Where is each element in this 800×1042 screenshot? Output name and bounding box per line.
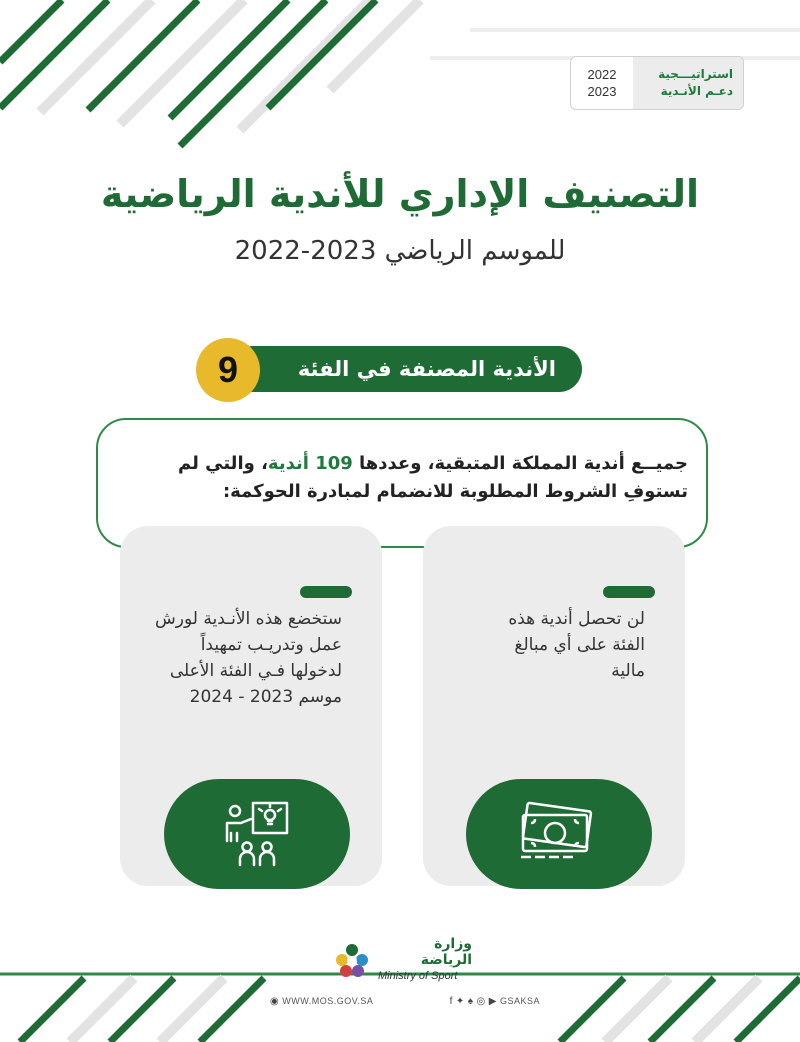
globe-icon: ◉ <box>270 995 280 1007</box>
description-highlight: 109 أندية <box>267 453 353 474</box>
card-accent-bar <box>603 586 655 598</box>
training-icon <box>215 799 299 869</box>
card-accent-bar <box>300 586 352 598</box>
ministry-logo <box>332 938 472 982</box>
logo-arabic: وزارة الرياضة <box>420 936 472 968</box>
badge-subtitle: دعـم الأنـدية <box>660 84 733 98</box>
badge-label <box>633 57 743 109</box>
description-part2: ، والتي لم تستوفِ الشروط المطلوبة للانضمام لمبادرة الحوكمة: <box>177 453 688 502</box>
money-icon <box>517 801 601 867</box>
strategy-badge <box>570 56 744 110</box>
description-text <box>118 450 688 506</box>
money-icon-badge <box>466 779 652 889</box>
website-text: WWW.MOS.GOV.SA <box>282 996 374 1006</box>
badge-year-end: 2023 <box>587 84 617 99</box>
category-label: الأندية المصنفة في الفئة <box>297 357 556 381</box>
page-subtitle: للموسم الرياضي 2023-2022 <box>234 236 566 266</box>
instagram-icon: ◎ <box>476 995 486 1007</box>
card-text: ستخضع هذه الأنـدية لورش عمل وتدريـب تمهيداً لدخولها فـي الفئة الأعلى موسم 2023 - 2024 <box>155 609 342 707</box>
social-handle: GSAKSA <box>499 996 540 1006</box>
ministry-emblem-icon <box>332 940 372 980</box>
footer-website[interactable] <box>270 996 373 1007</box>
twitter-icon: ✦ <box>455 995 465 1007</box>
badge-years <box>571 57 633 109</box>
badge-year-start: 2022 <box>587 67 617 82</box>
footer-social[interactable] <box>450 996 540 1007</box>
page-title: التصنيف الإداري للأندية الرياضية <box>100 172 700 216</box>
card-text: لن تحصل أندية هذه الفئة على أي مبالغ مالية <box>508 609 645 681</box>
footer <box>270 994 540 1008</box>
description-part1: جميــع أندية المملكة المتبقية، وعددها <box>352 453 688 474</box>
training-icon-badge <box>164 779 350 889</box>
category-pill <box>230 346 582 392</box>
facebook-icon: f <box>449 995 453 1007</box>
youtube-icon: ▶ <box>488 995 497 1007</box>
badge-title: استراتيـــجية <box>658 67 733 81</box>
logo-english: Ministry of Sport <box>377 970 458 982</box>
snapchat-icon: ♠ <box>467 995 474 1007</box>
category-number: 9 <box>196 338 260 402</box>
